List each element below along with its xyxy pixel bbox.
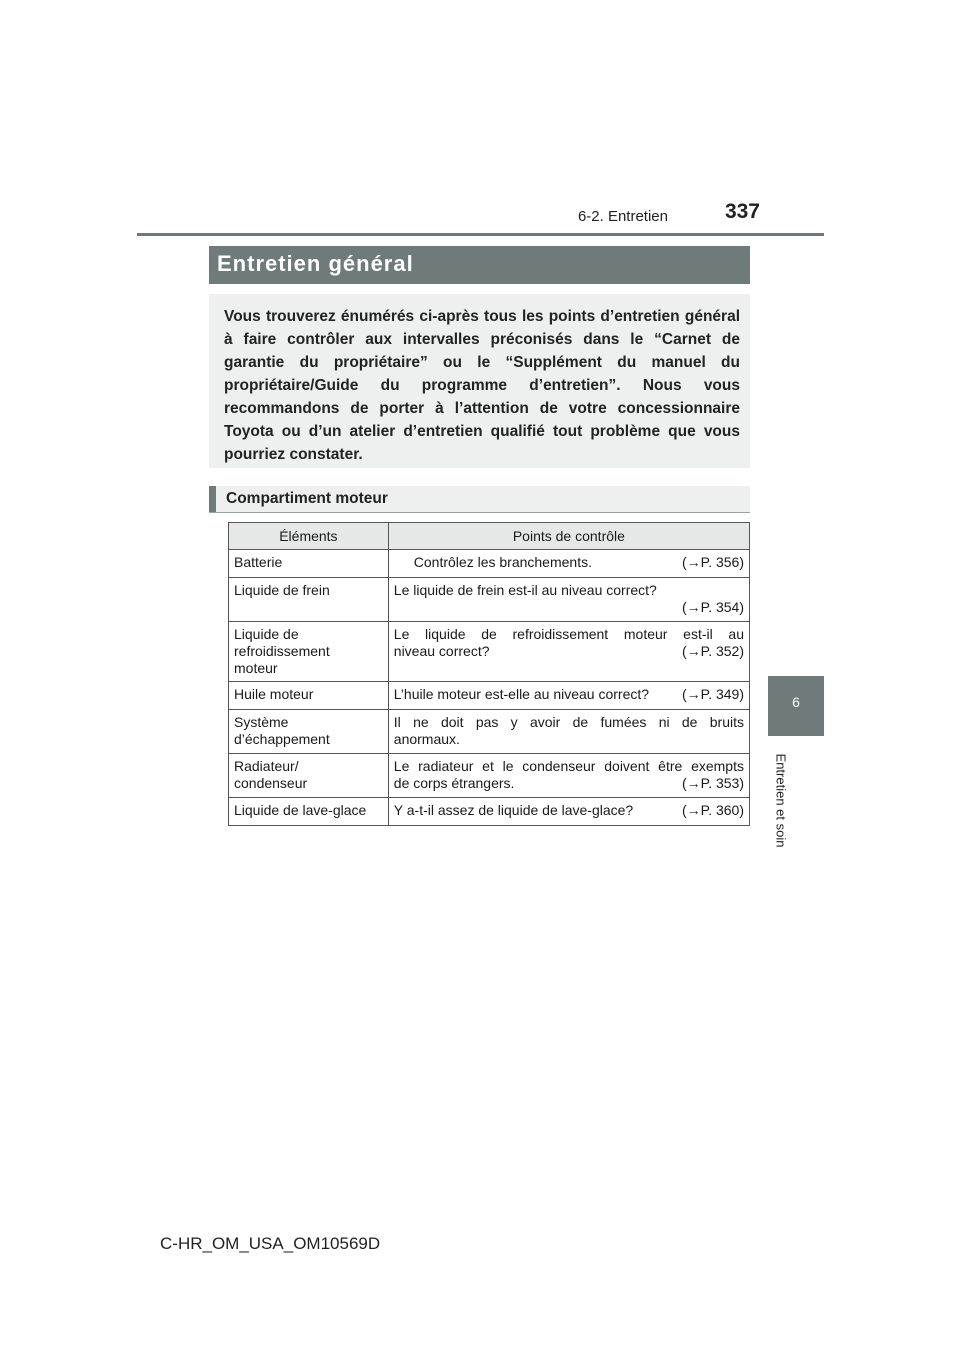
cell-item: [229, 682, 389, 710]
table-row: [229, 710, 750, 754]
cell-check: [388, 578, 749, 622]
header-checkpoints: Points de contrôle: [388, 523, 749, 550]
cell-check: [388, 550, 749, 578]
item-text: Radiateur/: [234, 758, 299, 774]
check-text: Le liquide de frein est-il au niveau correct?: [393, 582, 657, 598]
item-text: moteur: [234, 660, 278, 676]
table-row: [229, 682, 750, 710]
item-text: Liquide de lave-glace: [234, 802, 367, 818]
check-text: anormaux.: [393, 731, 460, 747]
cell-check: [388, 710, 749, 754]
chapter-side-title-text: Entretien et soin: [773, 753, 789, 847]
subsection-accent: [209, 486, 216, 512]
table-row: [229, 622, 750, 682]
item-text: Huile moteur: [234, 686, 314, 702]
page-number: 337: [724, 200, 760, 223]
section-label: 6-2. Entretien: [577, 208, 668, 225]
chapter-tab: [768, 676, 824, 736]
page-ref: (→P. 354): [682, 599, 744, 615]
table-row: [229, 754, 750, 798]
page-ref: (→P. 360): [682, 802, 744, 818]
chapter-side-title: [768, 745, 794, 855]
header-rule: [137, 233, 824, 236]
check-text: L’huile moteur est-elle au niveau correct?: [393, 686, 650, 702]
check-text: Y a-t-il assez de liquide de lave-glace?: [393, 802, 634, 818]
subsection-title-bar: [209, 486, 750, 513]
cell-check: [388, 622, 749, 682]
cell-item: [229, 622, 389, 682]
cell-check: [388, 682, 749, 710]
cell-item: [229, 710, 389, 754]
check-text: niveau correct?: [393, 643, 490, 659]
table-row: [229, 578, 750, 622]
item-text: Batterie: [234, 554, 283, 570]
page-ref: (→P. 352): [682, 643, 744, 659]
page-ref: (→P. 349): [682, 686, 744, 702]
item-text: Liquide de: [234, 626, 299, 642]
main-title: Entretien général: [217, 251, 414, 276]
intro-box: [209, 294, 750, 468]
check-text: Le radiateur et le condenseur doivent être exempts: [393, 758, 744, 774]
subsection-title: Compartiment moteur: [226, 490, 388, 507]
main-title-bar: [209, 246, 750, 284]
check-text: Le liquide de refroidissement moteur est-il au: [393, 626, 744, 642]
cell-item: [229, 754, 389, 798]
maintenance-table: [228, 522, 750, 826]
item-text: Système: [234, 714, 289, 730]
table-row: [229, 798, 750, 826]
page-ref: (→P. 353): [682, 775, 744, 791]
cell-item: [229, 798, 389, 826]
check-text: Il ne doit pas y avoir de fumées ni de bruits: [393, 714, 744, 730]
item-text: condenseur: [234, 775, 308, 791]
cell-item: [229, 550, 389, 578]
chapter-number: 6: [792, 694, 800, 710]
item-text: d’échappement: [234, 731, 330, 747]
cell-check: [388, 798, 749, 826]
cell-item: [229, 578, 389, 622]
footer-document-code: C-HR_OM_USA_OM10569D: [160, 1234, 381, 1253]
item-text: Liquide de frein: [234, 582, 330, 598]
table-header-row: [229, 523, 750, 550]
cell-check: [388, 754, 749, 798]
item-text: refroidissement: [234, 643, 330, 659]
table-row: [229, 550, 750, 578]
intro-text: Vous trouverez énumérés ci-après tous les points d’entretien général à faire contrôler aux intervalles préconisés dans le “Carnet de garantie du propriétaire” ou le “Supplément du manuel du propriétaire/Guide du programme d’entretien”. Nous vous recommandons de porter à l’attention de votre concessionnaire Toyota ou d’un atelier d’entretien qualifié tout problème que vous pourriez constater.: [224, 308, 740, 463]
check-text: de corps étrangers.: [393, 775, 515, 791]
check-text: Contrôlez les branchements.: [413, 554, 592, 570]
header-items: Éléments: [229, 523, 389, 550]
page-ref: (→P. 356): [682, 554, 744, 570]
